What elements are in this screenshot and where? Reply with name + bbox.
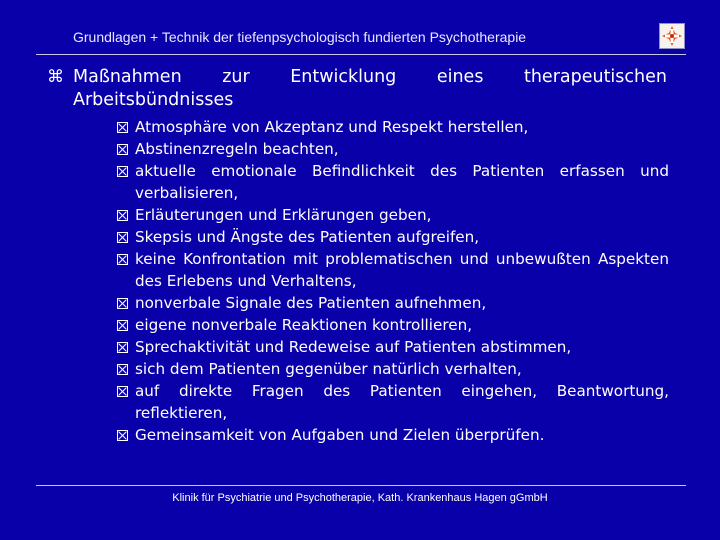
- list-item: [117, 204, 669, 226]
- list-item: [117, 336, 669, 358]
- x-box-bullet-icon: [117, 386, 128, 397]
- list-item: [117, 380, 669, 424]
- list-item-text: sich dem Patienten gegenüber natürlich verhalten,: [135, 360, 522, 378]
- list-item-text: Atmosphäre von Akzeptanz und Respekt herstellen,: [135, 118, 529, 136]
- list-item: [117, 160, 669, 204]
- x-box-bullet-icon: [117, 144, 128, 155]
- x-box-bullet-icon: [117, 254, 128, 265]
- hospital-cross-logo-icon: [659, 23, 685, 49]
- x-box-bullet-icon: [117, 210, 128, 221]
- bullet-list: [117, 116, 669, 446]
- header-title: Grundlagen + Technik der tiefenpsychologisch fundierten Psychotherapie: [73, 29, 527, 45]
- list-item: [117, 358, 669, 380]
- footer-divider: [36, 485, 686, 486]
- list-item: [117, 314, 669, 336]
- list-item: [117, 292, 669, 314]
- list-item: [117, 116, 669, 138]
- x-box-bullet-icon: [117, 122, 128, 133]
- list-item-text: Abstinenzregeln beachten,: [135, 140, 339, 158]
- list-item-text: aktuelle emotionale Befindlichkeit des Patienten erfassen und verbalisieren,: [135, 162, 669, 202]
- list-item-text: Sprechaktivität und Redeweise auf Patienten abstimmen,: [135, 338, 572, 356]
- x-box-bullet-icon: [117, 298, 128, 309]
- x-box-bullet-icon: [117, 342, 128, 353]
- list-item: [117, 424, 669, 446]
- list-item-text: eigene nonverbale Reaktionen kontrollieren,: [135, 316, 473, 334]
- x-box-bullet-icon: [117, 166, 128, 177]
- command-key-bullet-icon: ⌘: [47, 67, 64, 87]
- footer-text: Klinik für Psychiatrie und Psychotherapie, Kath. Krankenhaus Hagen gGmbH: [172, 492, 548, 504]
- x-box-bullet-icon: [117, 430, 128, 441]
- list-item: [117, 248, 669, 292]
- x-box-bullet-icon: [117, 364, 128, 375]
- slide-heading: Maßnahmen zur Entwicklung eines therapeutischen Arbeitsbündnisses: [73, 67, 667, 110]
- list-item-text: Erläuterungen und Erklärungen geben,: [135, 206, 432, 224]
- x-box-bullet-icon: [117, 320, 128, 331]
- list-item-text: nonverbale Signale des Patienten aufnehmen,: [135, 294, 487, 312]
- header-divider: [36, 54, 686, 55]
- list-item-text: auf direkte Fragen des Patienten eingehen, Beantwortung, reflektieren,: [135, 382, 669, 422]
- list-item-text: keine Konfrontation mit problematischen und unbewußten Aspekten des Erlebens und Verhaltens,: [135, 250, 669, 290]
- list-item: [117, 138, 669, 160]
- list-item-text: Skepsis und Ängste des Patienten aufgreifen,: [135, 228, 480, 246]
- list-item-text: Gemeinsamkeit von Aufgaben und Zielen überprüfen.: [135, 426, 545, 444]
- x-box-bullet-icon: [117, 232, 128, 243]
- list-item: [117, 226, 669, 248]
